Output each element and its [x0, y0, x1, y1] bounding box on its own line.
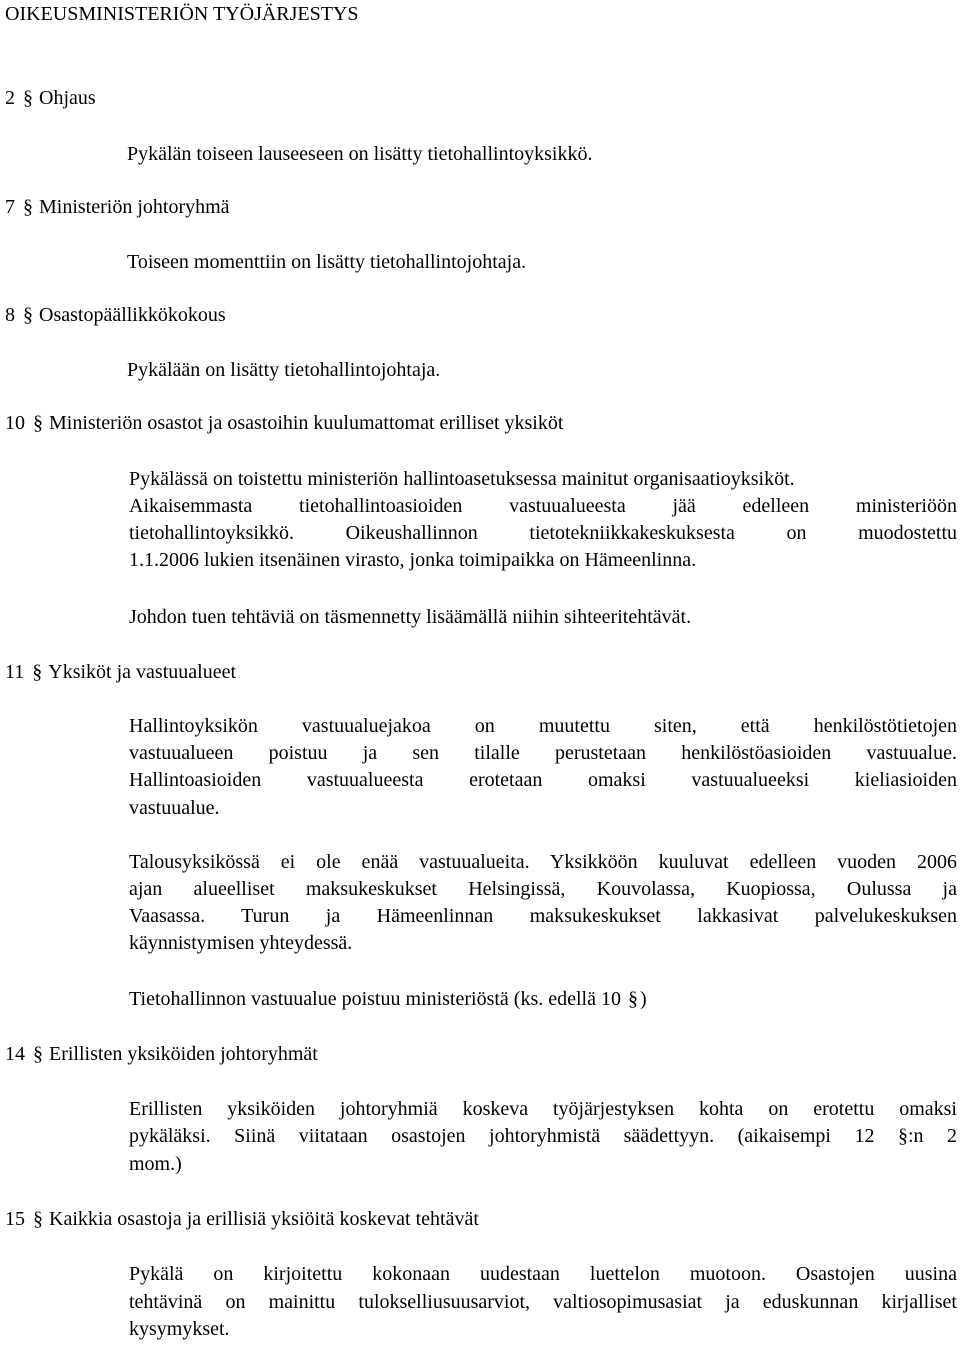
section-sign: § — [33, 1043, 43, 1065]
section-sign: § — [627, 988, 638, 1010]
section-10-line: 1.1.2006 lukien itsenäinen virasto, jonka toimipaikka on Hämeenlinna. — [129, 549, 697, 571]
section-sign: § — [23, 304, 33, 326]
section-number: 10 — [5, 412, 25, 434]
section-heading-2 — [5, 86, 96, 110]
section-14-line: Erillisten yksiköiden johtoryhmiä koskeva työjärjestyksen kohta on erotettu omaksi — [129, 1098, 957, 1120]
section-sign: § — [23, 87, 33, 109]
section-14-line-text: pykäläksi. Siinä viitataan osastojen johtoryhmistä säädettyyn. (aikaisempi 12 — [129, 1125, 898, 1147]
section-heading-8 — [5, 303, 226, 327]
section-11-line: Vaasassa. Turun ja Hämeenlinnan maksukeskukset lakkasivat palvelukeskuksen — [129, 905, 957, 927]
section-sign: § — [33, 412, 43, 434]
section-heading-10 — [5, 411, 563, 435]
section-14-line — [129, 1124, 957, 1148]
section-number: 7 — [5, 196, 15, 218]
section-heading-text: Ohjaus — [39, 87, 96, 109]
section-11-line: Hallintoasioiden vastuualueesta erotetaan omaksi vastuualueeksi kieliasioiden — [129, 769, 957, 791]
section-heading-15 — [5, 1207, 479, 1231]
section-14-line-text: :n 2 — [907, 1125, 957, 1147]
section-heading-text: Yksiköt ja vastuualueet — [48, 661, 236, 683]
section-number: 11 — [5, 661, 25, 683]
section-11-line: ajan alueelliset maksukeskukset Helsingissä, Kouvolassa, Kuopiossa, Oulussa ja — [129, 878, 957, 900]
section-14-line: mom.) — [129, 1153, 182, 1175]
section-heading-14 — [5, 1042, 318, 1066]
section-11-line — [129, 987, 647, 1011]
section-number: 15 — [5, 1208, 25, 1230]
section-11-line: vastuualue. — [129, 797, 220, 819]
section-15-line: kysymykset. — [129, 1318, 230, 1340]
section-heading-text: Ministeriön johtoryhmä — [39, 196, 230, 218]
section-heading-11 — [5, 660, 236, 684]
section-11-line: vastuualueen poistuu ja sen tilalle perustetaan henkilöstöasioiden vastuualue. — [129, 742, 957, 764]
section-7-text: Toiseen momenttiin on lisätty tietohallintojohtaja. — [127, 251, 527, 273]
section-10-line: Aikaisemmasta tietohallintoasioiden vastuualueesta jää edelleen ministeriöön — [129, 495, 957, 517]
section-2-text: Pykälän toiseen lauseeseen on lisätty tietohallintoyksikkö. — [127, 143, 593, 165]
section-11-line: käynnistymisen yhteydessä. — [129, 932, 353, 954]
section-sign: § — [32, 661, 43, 683]
section-heading-7 — [5, 195, 230, 219]
section-sign: § — [23, 196, 33, 218]
section-number: 14 — [5, 1043, 25, 1065]
document-title: OIKEUSMINISTERIÖN TYÖJÄRJESTYS — [5, 3, 359, 25]
section-8-text: Pykälään on lisätty tietohallintojohtaja. — [127, 359, 441, 381]
section-heading-text: Ministeriön osastot ja osastoihin kuulumattomat erilliset yksiköt — [49, 412, 564, 434]
section-15-line: Pykälä on kirjoitettu kokonaan uudestaan luettelon muotoon. Osastojen uusina — [129, 1263, 957, 1285]
section-10-line: tietohallintoyksikkö. Oikeushallinnon tietotekniikkakeskuksesta on muodostettu — [129, 522, 957, 544]
section-11-line-text: ) — [639, 988, 647, 1010]
section-10-line: Johdon tuen tehtäviä on täsmennetty lisäämällä niihin sihteeritehtävät. — [129, 606, 692, 628]
section-11-line: Hallintoyksikön vastuualuejakoa on muutettu siten, että henkilöstötietojen — [129, 715, 957, 737]
section-heading-text: Erillisten yksiköiden johtoryhmät — [49, 1043, 318, 1065]
section-heading-text: Kaikkia osastoja ja erillisiä yksiöitä koskevat tehtävät — [49, 1208, 479, 1230]
section-10-line: Pykälässä on toistettu ministeriön hallintoasetuksessa mainitut organisaatioyksiköt. — [129, 468, 795, 490]
section-11-line: Talousyksikössä ei ole enää vastuualueita. Yksikköön kuuluvat edelleen vuoden 2006 — [129, 851, 957, 873]
section-number: 2 — [5, 87, 15, 109]
section-11-line-text: Tietohallinnon vastuualue poistuu ministeriöstä (ks. edellä 10 — [129, 988, 626, 1010]
section-number: 8 — [5, 304, 15, 326]
section-15-line: tehtävinä on mainittu tulokselliusuusarviot, valtiosopimusasiat ja eduskunnan kirjalliset — [129, 1291, 957, 1313]
section-heading-text: Osastopäällikkökokous — [39, 304, 226, 326]
section-sign: § — [897, 1125, 908, 1147]
section-sign: § — [33, 1208, 43, 1230]
